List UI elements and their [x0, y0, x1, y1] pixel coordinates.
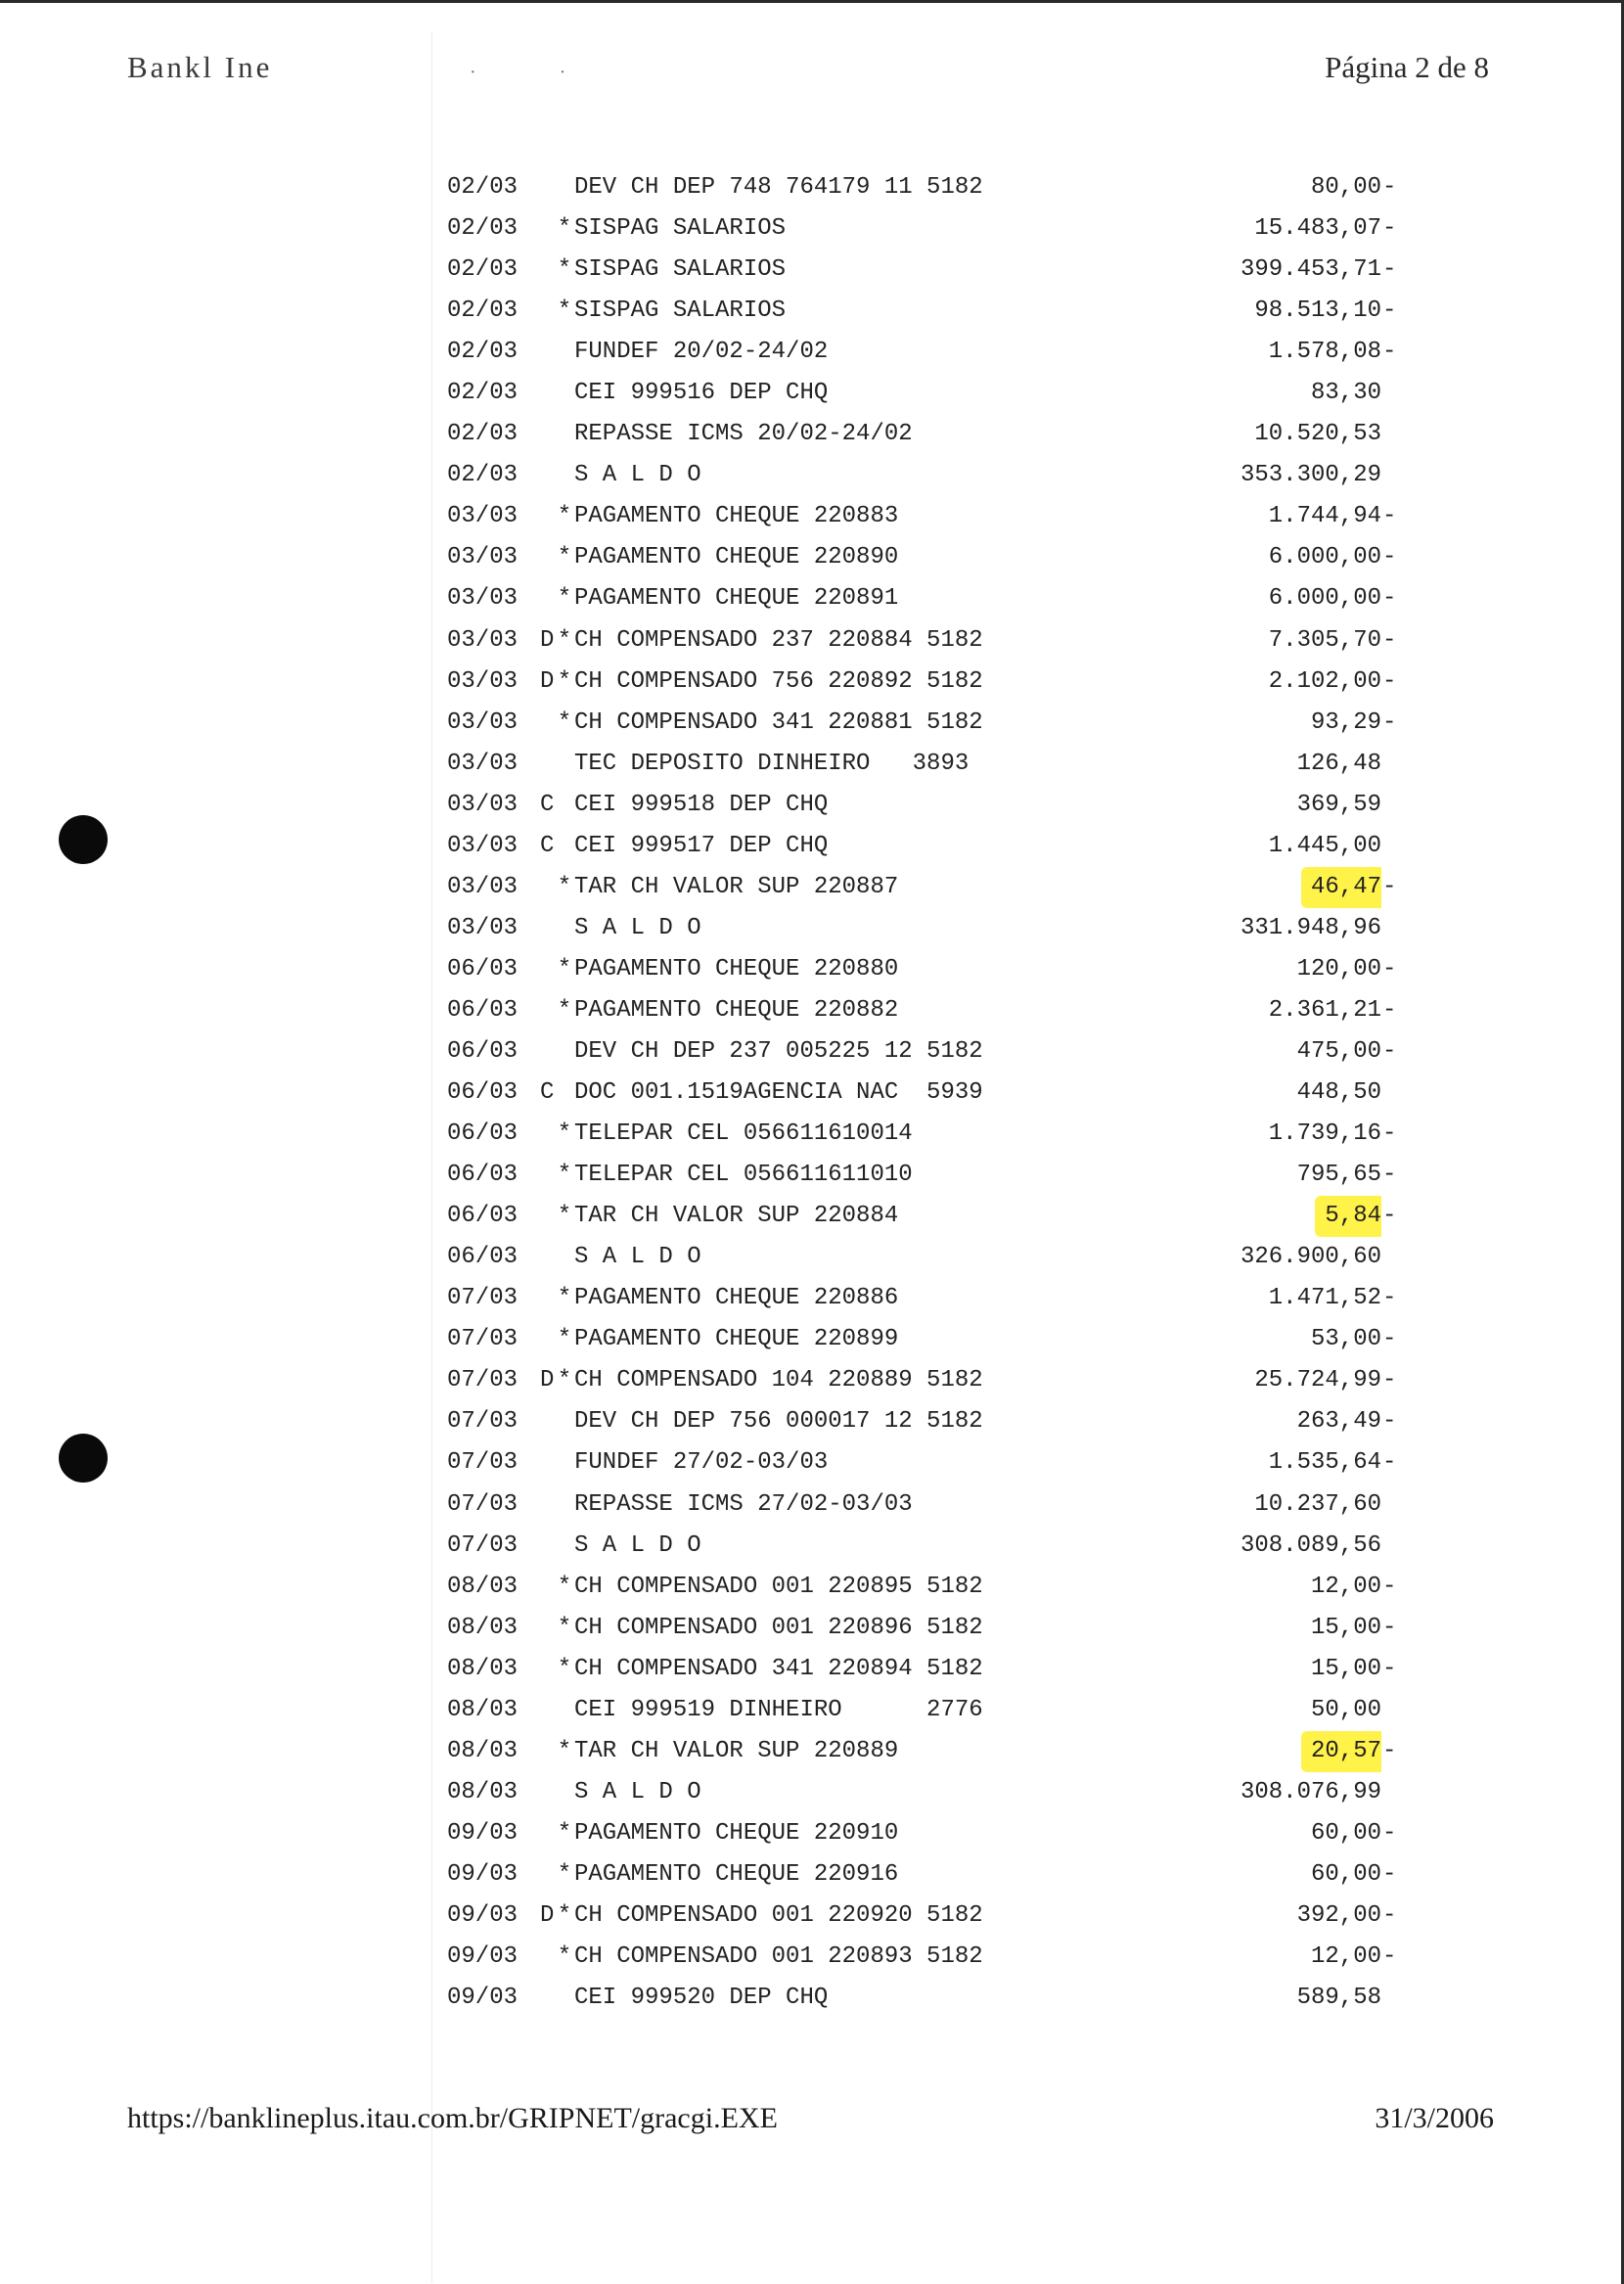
transaction-date: 02/03 — [447, 421, 519, 448]
transaction-amount: 126,48 — [1296, 750, 1381, 777]
transaction-description: DOC 001.1519AGENCIA NAC 5939 — [574, 1079, 983, 1107]
transaction-date: 06/03 — [447, 1162, 519, 1189]
transaction-marker: * — [557, 1367, 572, 1394]
transaction-flag: C — [540, 791, 555, 818]
transaction-row — [447, 1073, 1425, 1114]
transaction-amount: 6.000,00 — [1268, 585, 1381, 613]
transaction-date: 06/03 — [447, 1037, 519, 1065]
transaction-row — [447, 1526, 1425, 1567]
transaction-description: S A L D O — [574, 1778, 701, 1805]
transaction-description: PAGAMENTO CHEQUE 220883 — [574, 503, 899, 530]
transaction-description: CH COMPENSADO 001 220896 5182 — [574, 1614, 983, 1641]
punch-hole-bottom — [59, 1434, 108, 1483]
transaction-sign: - — [1382, 544, 1397, 571]
transaction-marker: * — [557, 1819, 572, 1847]
transaction-row — [447, 1114, 1425, 1155]
transaction-amount: 326.900,60 — [1240, 1244, 1381, 1271]
transaction-sign: - — [1382, 585, 1397, 613]
transaction-date: 03/03 — [447, 791, 519, 818]
transaction-amount: 120,00 — [1296, 955, 1381, 982]
transaction-amount: 1.578,08 — [1268, 339, 1381, 366]
transaction-amount: 263,49 — [1296, 1408, 1381, 1436]
transaction-flag: C — [540, 832, 555, 859]
transaction-flag: D — [540, 667, 555, 695]
transaction-marker: * — [557, 1943, 572, 1971]
transaction-sign: - — [1382, 1203, 1397, 1230]
transaction-amount: 353.300,29 — [1240, 462, 1381, 489]
transaction-description: CH COMPENSADO 104 220889 5182 — [574, 1367, 983, 1394]
transaction-description: S A L D O — [574, 914, 701, 941]
transaction-date: 09/03 — [447, 1819, 519, 1847]
transaction-description: CEI 999516 DEP CHQ — [574, 380, 829, 407]
transaction-description: CH COMPENSADO 341 220894 5182 — [574, 1655, 983, 1682]
transaction-date: 07/03 — [447, 1408, 519, 1436]
transaction-sign: - — [1382, 215, 1397, 243]
transaction-description: CH COMPENSADO 001 220895 5182 — [574, 1573, 983, 1600]
transaction-description: CEI 999519 DINHEIRO 2776 — [574, 1696, 983, 1723]
transaction-amount: 10.237,60 — [1254, 1490, 1381, 1518]
transaction-date: 03/03 — [447, 667, 519, 695]
transaction-description: TAR CH VALOR SUP 220889 — [574, 1737, 899, 1764]
fold-line — [431, 32, 432, 2283]
transaction-description: CEI 999520 DEP CHQ — [574, 1985, 829, 2012]
transaction-sign: - — [1382, 1819, 1397, 1847]
transaction-marker: * — [557, 626, 572, 654]
transaction-amount: 795,65 — [1296, 1162, 1381, 1189]
transaction-date: 09/03 — [447, 1860, 519, 1888]
transaction-date: 02/03 — [447, 256, 519, 284]
transaction-row — [447, 332, 1425, 373]
transaction-date: 06/03 — [447, 1203, 519, 1230]
transaction-date: 03/03 — [447, 914, 519, 941]
transaction-sign: - — [1382, 1449, 1397, 1477]
transaction-sign: - — [1382, 996, 1397, 1024]
transaction-date: 03/03 — [447, 626, 519, 654]
transaction-date: 03/03 — [447, 708, 519, 736]
transaction-marker: * — [557, 1573, 572, 1600]
transaction-date: 07/03 — [447, 1367, 519, 1394]
transaction-marker: * — [557, 297, 572, 325]
transaction-row — [447, 1813, 1425, 1854]
transaction-marker: * — [557, 955, 572, 982]
transaction-sign: - — [1382, 873, 1397, 900]
transaction-sign: - — [1382, 1367, 1397, 1394]
transaction-marker: * — [557, 256, 572, 284]
transaction-marker: * — [557, 1901, 572, 1929]
transaction-date: 02/03 — [447, 297, 519, 325]
transaction-row — [447, 1731, 1425, 1772]
transaction-date: 07/03 — [447, 1531, 519, 1559]
transaction-row — [447, 208, 1425, 250]
transaction-amount: 80,00 — [1310, 174, 1381, 201]
transaction-date: 09/03 — [447, 1901, 519, 1929]
transaction-date: 02/03 — [447, 380, 519, 407]
transaction-description: CH COMPENSADO 001 220920 5182 — [574, 1901, 983, 1929]
transaction-row — [447, 1937, 1425, 1978]
transaction-flag: D — [540, 1367, 555, 1394]
transaction-description: S A L D O — [574, 1244, 701, 1271]
transaction-amount: 50,00 — [1310, 1696, 1381, 1723]
footer-date: 31/3/2006 — [1375, 2102, 1494, 2134]
transaction-sign: - — [1382, 1285, 1397, 1312]
transaction-description: PAGAMENTO CHEQUE 220882 — [574, 996, 899, 1024]
transaction-amount: 308.089,56 — [1240, 1531, 1381, 1559]
transaction-amount: 10.520,53 — [1254, 421, 1381, 448]
transaction-description: DEV CH DEP 237 005225 12 5182 — [574, 1037, 983, 1065]
transaction-description: SISPAG SALARIOS — [574, 256, 787, 284]
transaction-marker: * — [557, 1120, 572, 1148]
transaction-date: 02/03 — [447, 215, 519, 243]
transaction-row — [447, 620, 1425, 662]
transaction-row — [447, 1196, 1425, 1237]
transaction-date: 08/03 — [447, 1573, 519, 1600]
transaction-date: 08/03 — [447, 1614, 519, 1641]
transaction-description: PAGAMENTO CHEQUE 220916 — [574, 1860, 899, 1888]
transaction-row — [447, 1485, 1425, 1526]
transaction-description: PAGAMENTO CHEQUE 220886 — [574, 1285, 899, 1312]
transaction-row — [447, 1567, 1425, 1608]
transaction-date: 06/03 — [447, 1120, 519, 1148]
transaction-amount: 60,00 — [1310, 1819, 1381, 1847]
transaction-flag: D — [540, 626, 555, 654]
transaction-description: CEI 999517 DEP CHQ — [574, 832, 829, 859]
transaction-date: 09/03 — [447, 1985, 519, 2012]
transaction-sign: - — [1382, 297, 1397, 325]
transaction-sign: - — [1382, 339, 1397, 366]
transaction-description: PAGAMENTO CHEQUE 220890 — [574, 544, 899, 571]
transaction-description: DEV CH DEP 756 000017 12 5182 — [574, 1408, 983, 1436]
transaction-row — [447, 1978, 1425, 2019]
transaction-marker: * — [557, 1326, 572, 1353]
transaction-row — [447, 1854, 1425, 1896]
transaction-amount: 448,50 — [1296, 1079, 1381, 1107]
transaction-sign: - — [1382, 1901, 1397, 1929]
transaction-marker: * — [557, 1162, 572, 1189]
transaction-description: FUNDEF 27/02-03/03 — [574, 1449, 829, 1477]
transaction-amount: 1.744,94 — [1268, 503, 1381, 530]
transaction-description: SISPAG SALARIOS — [574, 215, 787, 243]
transaction-sign: - — [1382, 1655, 1397, 1682]
transaction-marker: * — [557, 1203, 572, 1230]
transaction-amount: 399.453,71 — [1240, 256, 1381, 284]
transaction-marker: * — [557, 215, 572, 243]
transaction-amount: 308.076,99 — [1240, 1778, 1381, 1805]
transaction-sign: - — [1382, 1120, 1397, 1148]
transaction-sign: - — [1382, 1326, 1397, 1353]
transaction-row — [447, 662, 1425, 703]
transaction-marker: * — [557, 544, 572, 571]
transaction-date: 03/03 — [447, 750, 519, 777]
transaction-date: 03/03 — [447, 873, 519, 900]
transaction-row — [447, 744, 1425, 785]
transaction-row — [447, 578, 1425, 619]
transaction-row — [447, 250, 1425, 291]
transaction-date: 02/03 — [447, 339, 519, 366]
transaction-description: CH COMPENSADO 756 220892 5182 — [574, 667, 983, 695]
transaction-amount: 2.102,00 — [1268, 667, 1381, 695]
punch-hole-top — [59, 815, 108, 864]
transaction-date: 03/03 — [447, 503, 519, 530]
transaction-description: PAGAMENTO CHEQUE 220891 — [574, 585, 899, 613]
transaction-row — [447, 949, 1425, 990]
transaction-sign: - — [1382, 626, 1397, 654]
transaction-description: S A L D O — [574, 1531, 701, 1559]
transaction-row — [447, 1319, 1425, 1360]
transaction-amount: 46,47 — [1301, 867, 1381, 908]
transaction-amount: 5,84 — [1315, 1196, 1381, 1237]
transaction-amount: 15,00 — [1310, 1655, 1381, 1682]
transaction-amount: 12,00 — [1310, 1943, 1381, 1971]
transaction-date: 08/03 — [447, 1655, 519, 1682]
transaction-row — [447, 785, 1425, 826]
transaction-row — [447, 1360, 1425, 1401]
transaction-description: PAGAMENTO CHEQUE 220899 — [574, 1326, 899, 1353]
transaction-row — [447, 826, 1425, 867]
transaction-description: PAGAMENTO CHEQUE 220880 — [574, 955, 899, 982]
transaction-marker: * — [557, 1655, 572, 1682]
transaction-marker: * — [557, 1614, 572, 1641]
transaction-description: S A L D O — [574, 462, 701, 489]
transaction-amount: 12,00 — [1310, 1573, 1381, 1600]
transaction-sign: - — [1382, 708, 1397, 736]
transaction-date: 03/03 — [447, 544, 519, 571]
transaction-row — [447, 167, 1425, 208]
transaction-description: SISPAG SALARIOS — [574, 297, 787, 325]
transaction-amount: 15,00 — [1310, 1614, 1381, 1641]
transaction-description: CH COMPENSADO 237 220884 5182 — [574, 626, 983, 654]
transaction-sign: - — [1382, 955, 1397, 982]
transaction-sign: - — [1382, 174, 1397, 201]
transaction-amount: 1.535,64 — [1268, 1449, 1381, 1477]
transaction-description: PAGAMENTO CHEQUE 220910 — [574, 1819, 899, 1847]
transaction-row — [447, 1237, 1425, 1278]
transaction-row — [447, 1031, 1425, 1073]
transaction-row — [447, 414, 1425, 455]
transaction-date: 07/03 — [447, 1285, 519, 1312]
transaction-row — [447, 990, 1425, 1031]
transaction-amount: 1.445,00 — [1268, 832, 1381, 859]
transaction-description: TELEPAR CEL 056611610014 — [574, 1120, 913, 1148]
transaction-row — [447, 291, 1425, 332]
transaction-date: 03/03 — [447, 832, 519, 859]
transaction-amount: 60,00 — [1310, 1860, 1381, 1888]
transaction-date: 06/03 — [447, 1244, 519, 1271]
transaction-sign: - — [1382, 1860, 1397, 1888]
transaction-marker: * — [557, 1860, 572, 1888]
transaction-description: CH COMPENSADO 341 220881 5182 — [574, 708, 983, 736]
transaction-list — [447, 167, 1425, 2019]
transaction-row — [447, 1401, 1425, 1442]
transaction-row — [447, 1896, 1425, 1937]
transaction-sign: - — [1382, 667, 1397, 695]
transaction-amount: 7.305,70 — [1268, 626, 1381, 654]
transaction-date: 07/03 — [447, 1490, 519, 1518]
transaction-amount: 589,58 — [1296, 1985, 1381, 2012]
transaction-amount: 6.000,00 — [1268, 544, 1381, 571]
transaction-sign: - — [1382, 256, 1397, 284]
transaction-date: 06/03 — [447, 955, 519, 982]
transaction-row — [447, 1442, 1425, 1484]
transaction-sign: - — [1382, 1162, 1397, 1189]
transaction-date: 08/03 — [447, 1696, 519, 1723]
transaction-row — [447, 1278, 1425, 1319]
transaction-marker: * — [557, 1737, 572, 1764]
transaction-row — [447, 1772, 1425, 1813]
transaction-row — [447, 537, 1425, 578]
transaction-amount: 1.739,16 — [1268, 1120, 1381, 1148]
transaction-row — [447, 1649, 1425, 1690]
transaction-sign: - — [1382, 1037, 1397, 1065]
transaction-row — [447, 1608, 1425, 1649]
transaction-row — [447, 908, 1425, 949]
transaction-date: 07/03 — [447, 1326, 519, 1353]
transaction-sign: - — [1382, 1737, 1397, 1764]
transaction-marker: * — [557, 873, 572, 900]
transaction-amount: 83,30 — [1310, 380, 1381, 407]
transaction-date: 08/03 — [447, 1778, 519, 1805]
transaction-sign: - — [1382, 1408, 1397, 1436]
transaction-sign: - — [1382, 503, 1397, 530]
transaction-sign: - — [1382, 1614, 1397, 1641]
transaction-flag: C — [540, 1079, 555, 1107]
transaction-row — [447, 1155, 1425, 1196]
transaction-amount: 53,00 — [1310, 1326, 1381, 1353]
transaction-description: CEI 999518 DEP CHQ — [574, 791, 829, 818]
transaction-description: TEC DEPOSITO DINHEIRO 3893 — [574, 750, 970, 777]
transaction-date: 07/03 — [447, 1449, 519, 1477]
transaction-amount: 98.513,10 — [1254, 297, 1381, 325]
scan-specks: · · — [470, 62, 606, 83]
transaction-marker: * — [557, 667, 572, 695]
transaction-description: CH COMPENSADO 001 220893 5182 — [574, 1943, 983, 1971]
transaction-date: 02/03 — [447, 462, 519, 489]
transaction-sign: - — [1382, 1943, 1397, 1971]
transaction-amount: 20,57 — [1301, 1731, 1381, 1772]
transaction-marker: * — [557, 585, 572, 613]
transaction-marker: * — [557, 708, 572, 736]
transaction-description: FUNDEF 20/02-24/02 — [574, 339, 829, 366]
transaction-marker: * — [557, 996, 572, 1024]
page-number: Página 2 de 8 — [1325, 50, 1489, 84]
transaction-row — [447, 1690, 1425, 1731]
transaction-date: 06/03 — [447, 996, 519, 1024]
footer-url: https://banklineplus.itau.com.br/GRIPNET/gracgi.EXE — [127, 2102, 778, 2134]
transaction-date: 08/03 — [447, 1737, 519, 1764]
transaction-description: TELEPAR CEL 056611611010 — [574, 1162, 913, 1189]
transaction-amount: 93,29 — [1310, 708, 1381, 736]
header-brand: Bankl Ine — [127, 50, 273, 84]
transaction-amount: 1.471,52 — [1268, 1285, 1381, 1312]
transaction-amount: 2.361,21 — [1268, 996, 1381, 1024]
transaction-amount: 15.483,07 — [1254, 215, 1381, 243]
transaction-sign: - — [1382, 1573, 1397, 1600]
transaction-description: DEV CH DEP 748 764179 11 5182 — [574, 174, 983, 201]
transaction-date: 09/03 — [447, 1943, 519, 1971]
transaction-amount: 369,59 — [1296, 791, 1381, 818]
transaction-date: 03/03 — [447, 585, 519, 613]
transaction-date: 06/03 — [447, 1079, 519, 1107]
transaction-row — [447, 373, 1425, 414]
transaction-description: REPASSE ICMS 27/02-03/03 — [574, 1490, 913, 1518]
transaction-date: 02/03 — [447, 174, 519, 201]
transaction-row — [447, 496, 1425, 537]
transaction-amount: 331.948,96 — [1240, 914, 1381, 941]
transaction-marker: * — [557, 1285, 572, 1312]
transaction-description: TAR CH VALOR SUP 220884 — [574, 1203, 899, 1230]
transaction-flag: D — [540, 1901, 555, 1929]
transaction-description: TAR CH VALOR SUP 220887 — [574, 873, 899, 900]
transaction-row — [447, 455, 1425, 496]
transaction-row — [447, 703, 1425, 744]
transaction-amount: 392,00 — [1296, 1901, 1381, 1929]
transaction-row — [447, 867, 1425, 908]
transaction-marker: * — [557, 503, 572, 530]
transaction-description: REPASSE ICMS 20/02-24/02 — [574, 421, 913, 448]
transaction-amount: 475,00 — [1296, 1037, 1381, 1065]
transaction-amount: 25.724,99 — [1254, 1367, 1381, 1394]
